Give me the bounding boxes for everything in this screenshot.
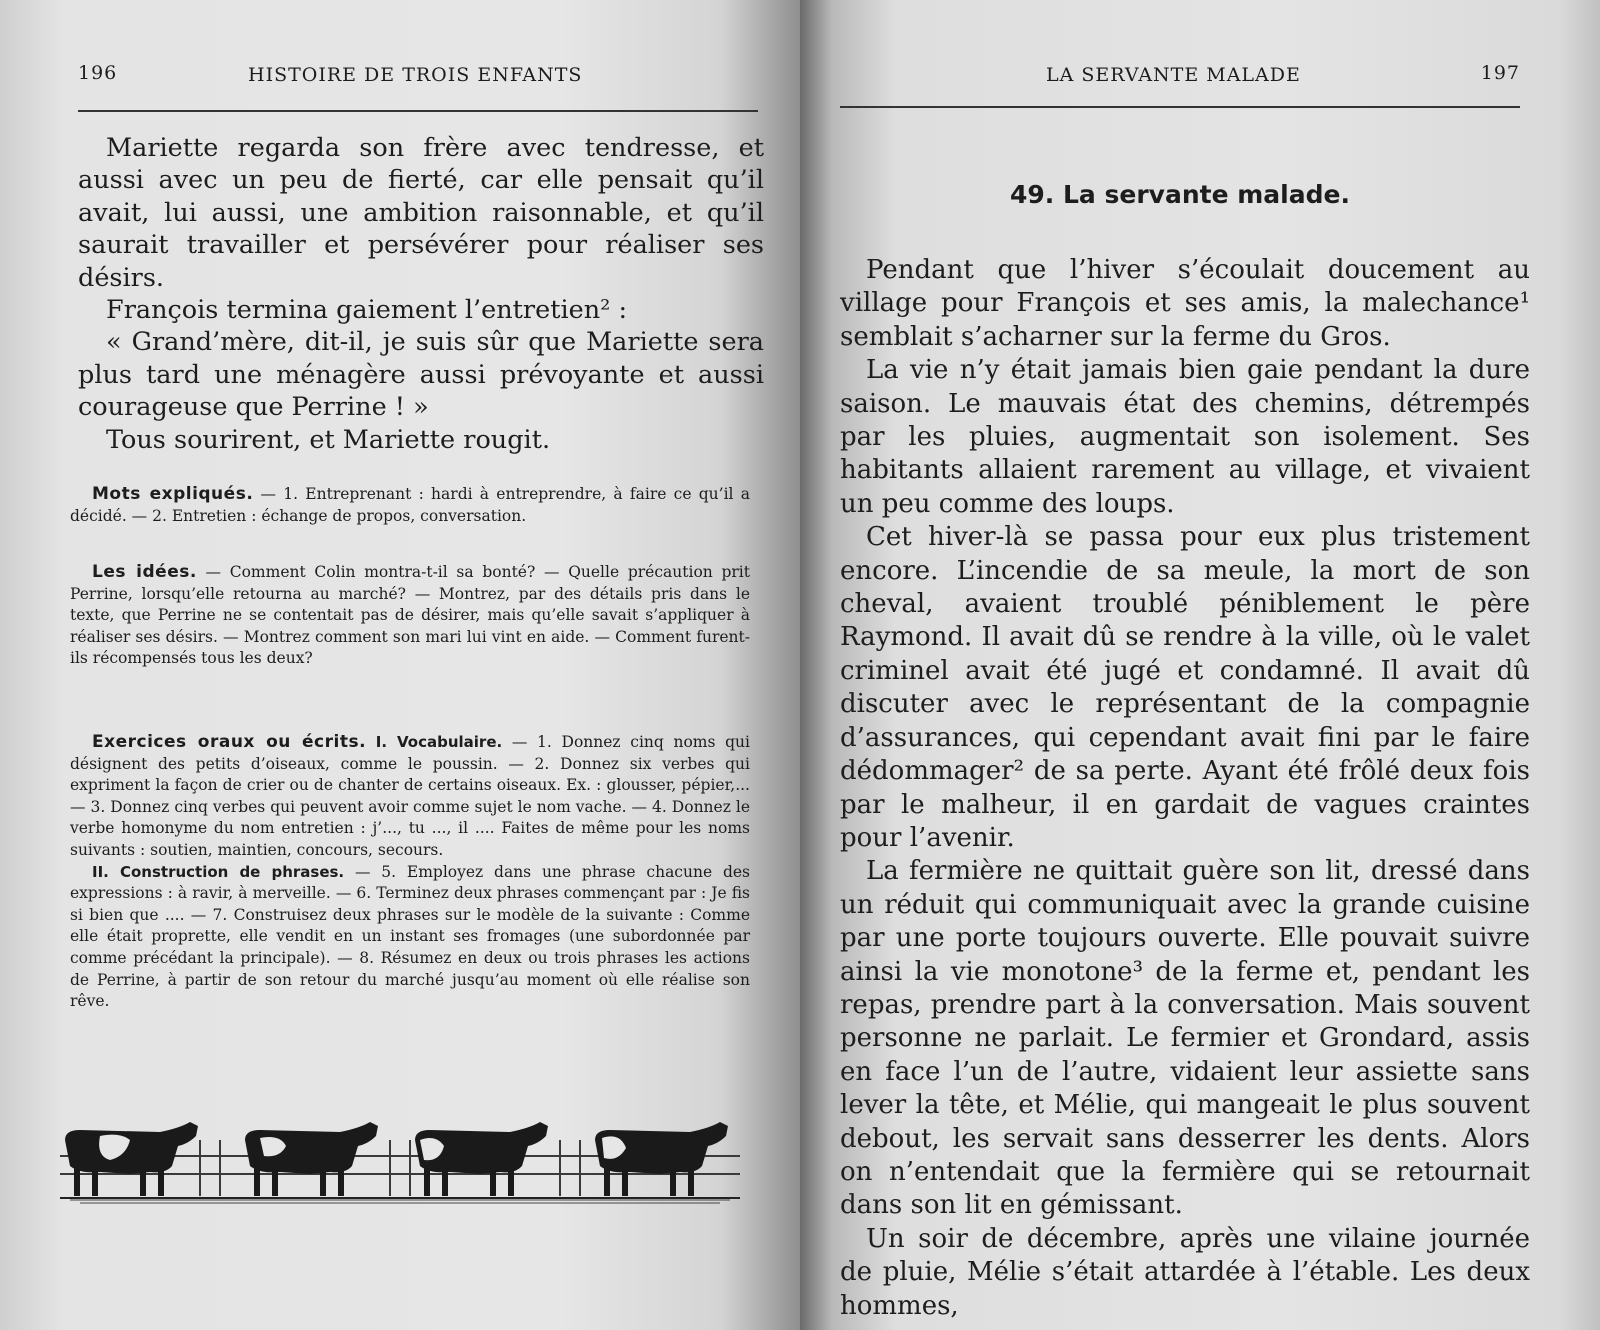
construction-text: — 5. Employez dans une phrase chacune des expressions : à ravir, à merveille. — 6. Terminez deux phrases commençant par : Je fis si bien que .... — 7. Construisez deux phrases sur le modèle de la suivante : Comme elle était proprette, elle vendit en un instant ses fromages (une subordonnée par comme précédant la principale). — 8. Résumez en deux ou trois phrases les actions de Perrine, à partir de son retour du marché jusqu’au moment où elle réalise son rêve.: [70, 862, 750, 1011]
left-running-title: HISTOIRE DE TROIS ENFANTS: [248, 64, 583, 86]
right-header-rule: [840, 106, 1520, 108]
left-paragraph-1: Mariette regarda son frère avec tendresse, et aussi avec un peu de fierté, car elle pensait qu’il avait, lui aussi, une ambition raisonnable, et qu’il saurait travailler et persévérer pour réaliser ses désirs.: [78, 133, 764, 293]
left-running-head: [78, 62, 756, 92]
right-paragraph-5: Un soir de décembre, après une vilaine journée de pluie, Mélie s’était attardée à l’étable. Les deux hommes,: [840, 1223, 1530, 1321]
right-page: [800, 0, 1600, 1330]
construction-label: II. Construction de phrases.: [92, 862, 345, 881]
right-running-head: [840, 62, 1520, 92]
right-paragraph-4: La fermière ne quittait guère son lit, dressé dans un réduit qui communiquait avec la grande cuisine par une porte toujours ouverte. Elle pouvait suivre ainsi la vie monotone³ de la ferme et, pendant les repas, prendre part à la conversation. Mais souvent personne ne parlait. Le fermier et Grondard, assis en face l’un de l’autre, vidaient leur assiette sans lever la tête, et Mélie, qui mangeait le plus souvent debout, les servait sans desserrer les dents. Alors on n’entendait que la fermière qui se retournait dans son lit en gémissant.: [840, 856, 1530, 1221]
mots-expliques-text: — 1. Entreprenant : hardi à entreprendre, à faire ce qu’il a décidé. — 2. Entretien : échange de propos, conversation.: [70, 485, 750, 525]
les-idees-text: — Comment Colin montra-t-il sa bonté? — Quelle précaution prit Perrine, lorsqu’elle retourna au marché? — Montrez, par des détails pris dans le texte, que Perrine ne se contentait pas de désirer, mais qu’elle savait s’appliquer à réaliser ses désirs. — Montrez comment son mari lui vint en aide. — Comment furent-ils récompensés tous les deux?: [70, 563, 750, 668]
right-paragraph-2: La vie n’y était jamais bien gaie pendant la dure saison. Le mauvais état des chemins, détrempés par les pluies, augmentait son isolement. Ses habitants allaient rarement au village, et vivaient un peu comme des loups.: [840, 355, 1530, 519]
vocabulaire-label: I. Vocabulaire.: [375, 733, 503, 751]
vocabulaire-text: — 1. Donnez cinq noms qui désignent des petits d’oiseaux, comme le poussin. — 2. Donnez six verbes qui expriment la façon de crier ou de chanter de certains oiseaux. Ex. : glousser, pépier,... — 3. Donnez cinq verbes qui peuvent avoir comme sujet le nom vache. — 4. Donnez le verbe homonyme du nom entretien : j’..., tu ..., il .... Faites de même pour les noms suivants : soutien, maintien, concours, secours.: [70, 733, 750, 859]
les-idees: [70, 562, 750, 670]
exercices-label: Exercices oraux ou écrits.: [92, 732, 367, 752]
right-paragraph-3: Cet hiver-là se passa pour eux plus tristement encore. L’incendie de sa meule, la mort de son cheval, avaient troublé péniblement le père Raymond. Il avait dû se rendre à la ville, où le valet criminel avait été jugé et condamné. Il avait dû discuter avec le représentant de la compagnie d’assurances, qui cependant avait fini par le faire dédommager² de sa perte. Ayant été frôlé deux fois par le malheur, il en gardait de vagues craintes pour l’avenir.: [840, 522, 1530, 853]
cows-vignette-illustration: [60, 1108, 740, 1208]
left-paragraph-3: « Grand’mère, dit-il, je suis sûr que Mariette sera plus tard une ménagère aussi prévoyante et aussi courageuse que Perrine ! »: [78, 327, 764, 423]
les-idees-label: Les idées.: [92, 562, 197, 582]
left-page-number: 196: [78, 62, 118, 84]
left-paragraph-4: Tous sourirent, et Mariette rougit.: [106, 424, 551, 455]
left-header-rule: [78, 110, 758, 112]
right-running-title: LA SERVANTE MALADE: [1046, 64, 1301, 86]
exercices: [70, 732, 750, 1013]
chapter-title: 49. La servante malade.: [1010, 180, 1350, 209]
left-paragraph-2: François termina gaiement l’entretien² :: [106, 295, 628, 326]
right-page-number: 197: [1480, 62, 1520, 84]
mots-expliques-label: Mots expliqués.: [92, 484, 254, 504]
mots-expliques: [70, 484, 750, 527]
right-body-text: [840, 254, 1530, 1323]
right-paragraph-1: Pendant que l’hiver s’écoulait doucement au village pour François et ses amis, la malechance¹ semblait s’acharner sur la ferme du Gros.: [840, 255, 1530, 352]
left-body-text: [78, 132, 764, 456]
